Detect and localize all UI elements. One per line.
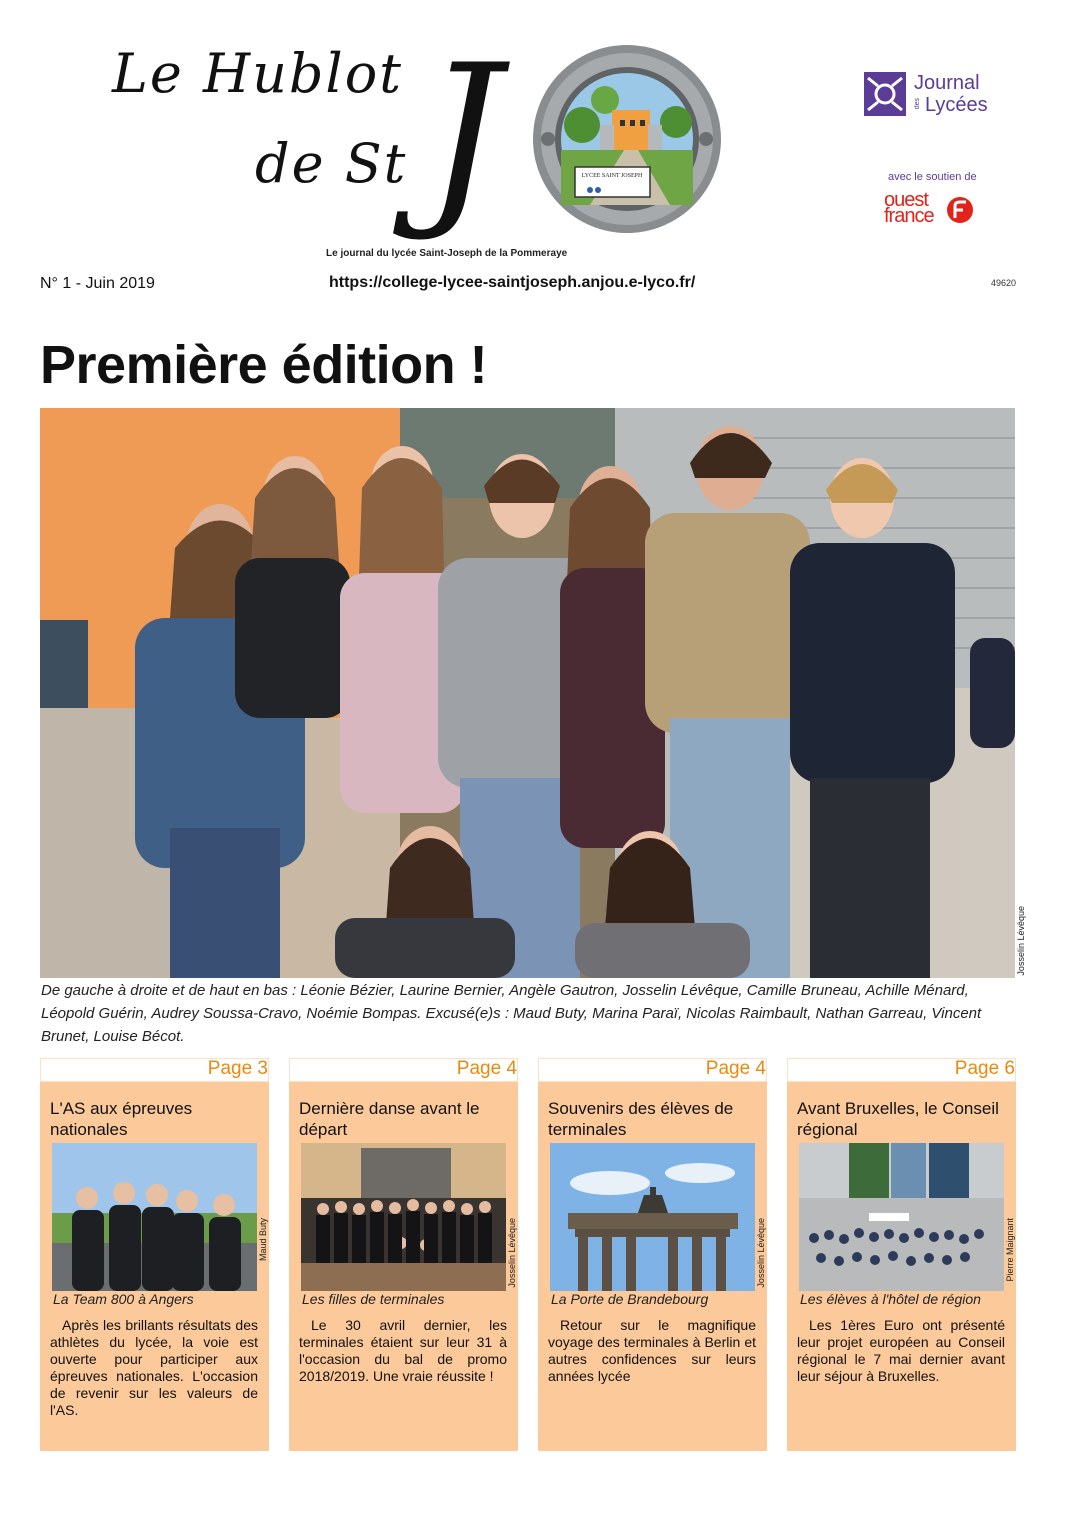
card-summary: Après les brillants résultats des athlètes du lycée, la voie est ouverte pour participer aux épreuves nationales. L'occasion de revenir sur les valeurs de l'AS. [50, 1317, 258, 1418]
teaser-card-bal[interactable] [289, 1058, 518, 1451]
journal-logo-small: des [914, 98, 921, 110]
journal-logo-word1: Journal [914, 72, 980, 94]
card-photo-team-800 [52, 1143, 257, 1291]
support-text: avec le soutien de [888, 171, 977, 183]
school-website-link[interactable]: https://college-lycee-saintjoseph.anjou.e-lyco.fr/ [329, 274, 696, 291]
journal-des-lycees-logo [864, 72, 1004, 120]
card-page-number[interactable]: Page 6 [954, 1058, 1015, 1079]
teaser-card-conseil-regional[interactable] [787, 1058, 1016, 1451]
card-summary: Le 30 avril dernier, les terminales étaient sur leur 31 à l'occasion du bal de promo 2018/2019. Une vraie réussite ! [299, 1317, 507, 1384]
card-title[interactable]: Souvenirs des élèves de terminales [548, 1099, 734, 1139]
porthole-sign-text: LYCEE SAINT JOSEPH [581, 173, 643, 179]
ouest-france-word2: france [884, 205, 934, 227]
teaser-card-berlin[interactable] [538, 1058, 767, 1451]
main-group-photo [40, 408, 1015, 978]
card-photo-credit: Pierre Maignant [1005, 1218, 1015, 1282]
card-photo-caption: Les élèves à l'hôtel de région [800, 1291, 981, 1307]
card-photo-caption: Les filles de terminales [302, 1291, 445, 1307]
card-photo-credit: Maud Buty [258, 1218, 268, 1262]
ouest-france-word1: ouest [884, 189, 928, 211]
card-photo-hotel-de-region [799, 1143, 1004, 1291]
card-title[interactable]: Avant Bruxelles, le Conseil régional [797, 1099, 999, 1139]
card-page-number[interactable]: Page 3 [207, 1058, 268, 1079]
card-photo-brandenburg-gate [550, 1143, 755, 1291]
ouest-france-icon [946, 196, 974, 224]
journal-logo-word2: Lycées [925, 94, 988, 116]
card-photo-caption: La Team 800 à Angers [53, 1291, 194, 1307]
card-photo-credit: Josselin Lévêque [756, 1218, 766, 1288]
journal-logo-icon [864, 72, 906, 116]
porthole-logo [530, 40, 725, 238]
card-summary: Retour sur le magnifique voyage des terminales à Berlin et autres confidences sur leurs années lycée [548, 1317, 756, 1384]
title-le-hublot: Le Hublot [112, 42, 403, 105]
card-photo-caption: La Porte de Brandebourg [551, 1291, 709, 1307]
main-photo-caption: De gauche à droite et de haut en bas : Léonie Bézier, Laurine Bernier, Angèle Gautron, Josselin Lévêque, Camille Bruneau, Achille Ménard, Léopold Guérin, Audrey Soussa-Cravo, Noémie Bompas. Excusé(e)s : Maud Buty, Marina Paraï, Nicolas Raimbault, Nathan Garreau, Vincent Brunet, Louise Bécot. [41, 982, 982, 1045]
title-letter-j: J [425, 24, 502, 245]
card-photo-terminales-girls [301, 1143, 506, 1291]
masthead-tagline: Le journal du lycée Saint-Joseph de la Pommeraye [326, 248, 568, 259]
main-photo-credit: Josselin Lévêque [1016, 906, 1026, 976]
card-page-number[interactable]: Page 4 [456, 1058, 517, 1079]
postal-code: 49620 [991, 278, 1017, 288]
title-de-st: de St [255, 132, 408, 195]
ouest-france-logo [884, 189, 979, 228]
card-summary: Les 1ères Euro ont présenté leur projet européen au Conseil régional le 7 mai dernier avant leur séjour à Bruxelles. [797, 1317, 1005, 1384]
card-title[interactable]: Dernière danse avant le départ [299, 1099, 480, 1139]
card-page-number[interactable]: Page 4 [705, 1058, 766, 1079]
card-title[interactable]: L'AS aux épreuves nationales [50, 1099, 193, 1139]
issue-number: N° 1 - Juin 2019 [40, 275, 155, 292]
page-headline: Première édition ! [40, 335, 488, 395]
card-photo-credit: Josselin Lévêque [507, 1218, 517, 1288]
teaser-card-as[interactable] [40, 1058, 269, 1451]
